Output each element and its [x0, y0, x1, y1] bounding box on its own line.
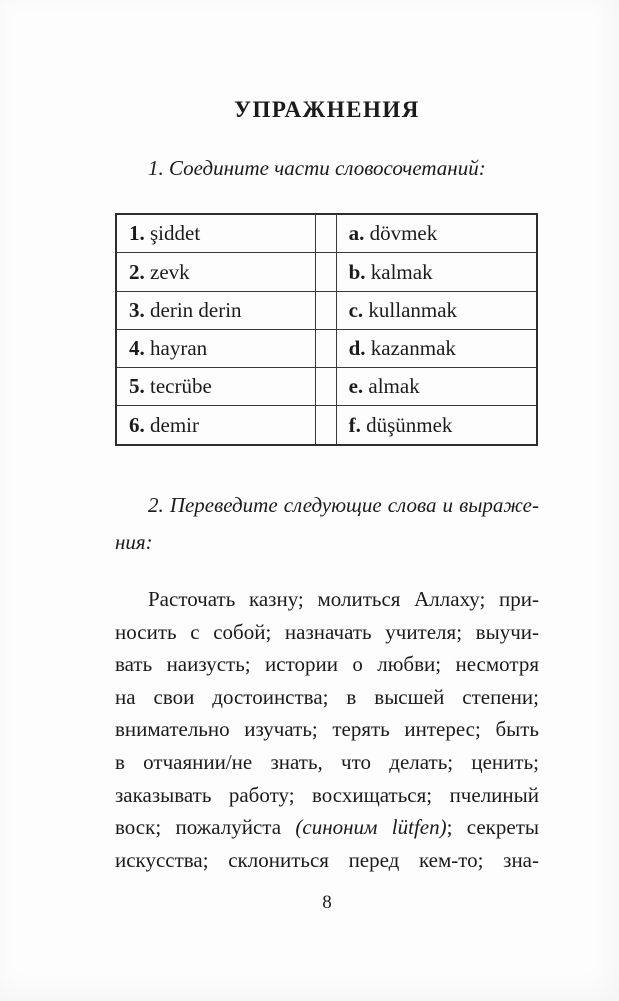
item-number: 1. [129, 221, 145, 246]
right-item-cell [336, 214, 537, 253]
item-letter: f. [348, 412, 361, 437]
body-line: искусства; склониться перед кем-то; зна- [115, 847, 539, 872]
item-word: kalmak [370, 259, 433, 284]
italic-synonym-note: (синоним lütfen) [295, 815, 447, 840]
exercise2-word-list [115, 583, 539, 876]
spacer-cell [316, 368, 336, 406]
left-item-cell [116, 291, 316, 329]
body-line-pre: воск; пожалуйста [115, 815, 296, 840]
item-number: 5. [129, 374, 145, 399]
matching-table [115, 213, 538, 446]
spacer-cell [316, 406, 336, 445]
spacer-cell [316, 291, 336, 329]
item-letter: b. [348, 259, 366, 284]
item-word: derin derin [150, 297, 242, 322]
item-letter: e. [348, 374, 364, 399]
right-item-cell [336, 329, 537, 367]
exercise2-instruction-line2: ния: [115, 530, 153, 554]
left-item-cell [116, 214, 316, 253]
item-word: hayran [150, 336, 208, 361]
body-line: внимательно изучать; терять интерес; быть [115, 717, 539, 742]
item-word: kazanmak [370, 336, 456, 361]
left-item-cell [116, 329, 316, 367]
table-row [116, 253, 537, 291]
page-number: 8 [322, 892, 332, 913]
item-word: kullanmak [368, 297, 458, 322]
body-line: на свои достоинства; в высшей степени; [115, 684, 539, 709]
item-word: düşünmek [366, 412, 453, 437]
right-item-cell [336, 406, 537, 445]
table-row [116, 214, 537, 253]
item-number: 2. [129, 259, 145, 284]
item-word: almak [368, 374, 420, 399]
page-title: УПРАЖНЕНИЯ [234, 97, 420, 122]
item-word: tecrübe [150, 374, 212, 399]
item-number: 4. [129, 336, 145, 361]
left-item-cell [116, 253, 316, 291]
table-row [116, 368, 537, 406]
table-row [116, 329, 537, 367]
exercise2-instruction [115, 487, 539, 561]
item-word: şiddet [150, 221, 201, 246]
body-line-post: ; секреты [446, 815, 539, 840]
table-row [116, 406, 537, 445]
table-row [116, 291, 537, 329]
body-line: Расточать казну; молиться Аллаху; при- [148, 587, 539, 611]
left-item-cell [116, 368, 316, 406]
right-item-cell [336, 253, 537, 291]
spacer-cell [316, 253, 336, 291]
body-line: в отчаянии/не знать, что делать; ценить; [115, 749, 539, 774]
right-item-cell [336, 368, 537, 406]
right-item-cell [336, 291, 537, 329]
item-number: 3. [129, 297, 145, 322]
left-item-cell [116, 406, 316, 445]
item-letter: d. [348, 336, 366, 361]
item-word: demir [150, 412, 199, 437]
body-line: заказывать работу; восхищаться; пчелиный [115, 782, 539, 807]
spacer-cell [316, 329, 336, 367]
exercise2-instruction-line1: 2. Переведите следующие слова и выраже- [148, 493, 539, 517]
exercise1-instruction: 1. Соедините части словосочетаний: [148, 156, 486, 180]
body-line: вать наизусть; истории о любви; несмотря [115, 652, 539, 677]
item-letter: c. [348, 297, 364, 322]
spacer-cell [316, 214, 336, 253]
item-letter: a. [348, 221, 365, 246]
body-line-with-italic [115, 811, 539, 844]
body-line: носить с собой; назначать учителя; выучи- [115, 619, 539, 644]
item-number: 6. [129, 412, 145, 437]
item-word: zevk [150, 259, 190, 284]
item-word: dövmek [369, 221, 438, 246]
